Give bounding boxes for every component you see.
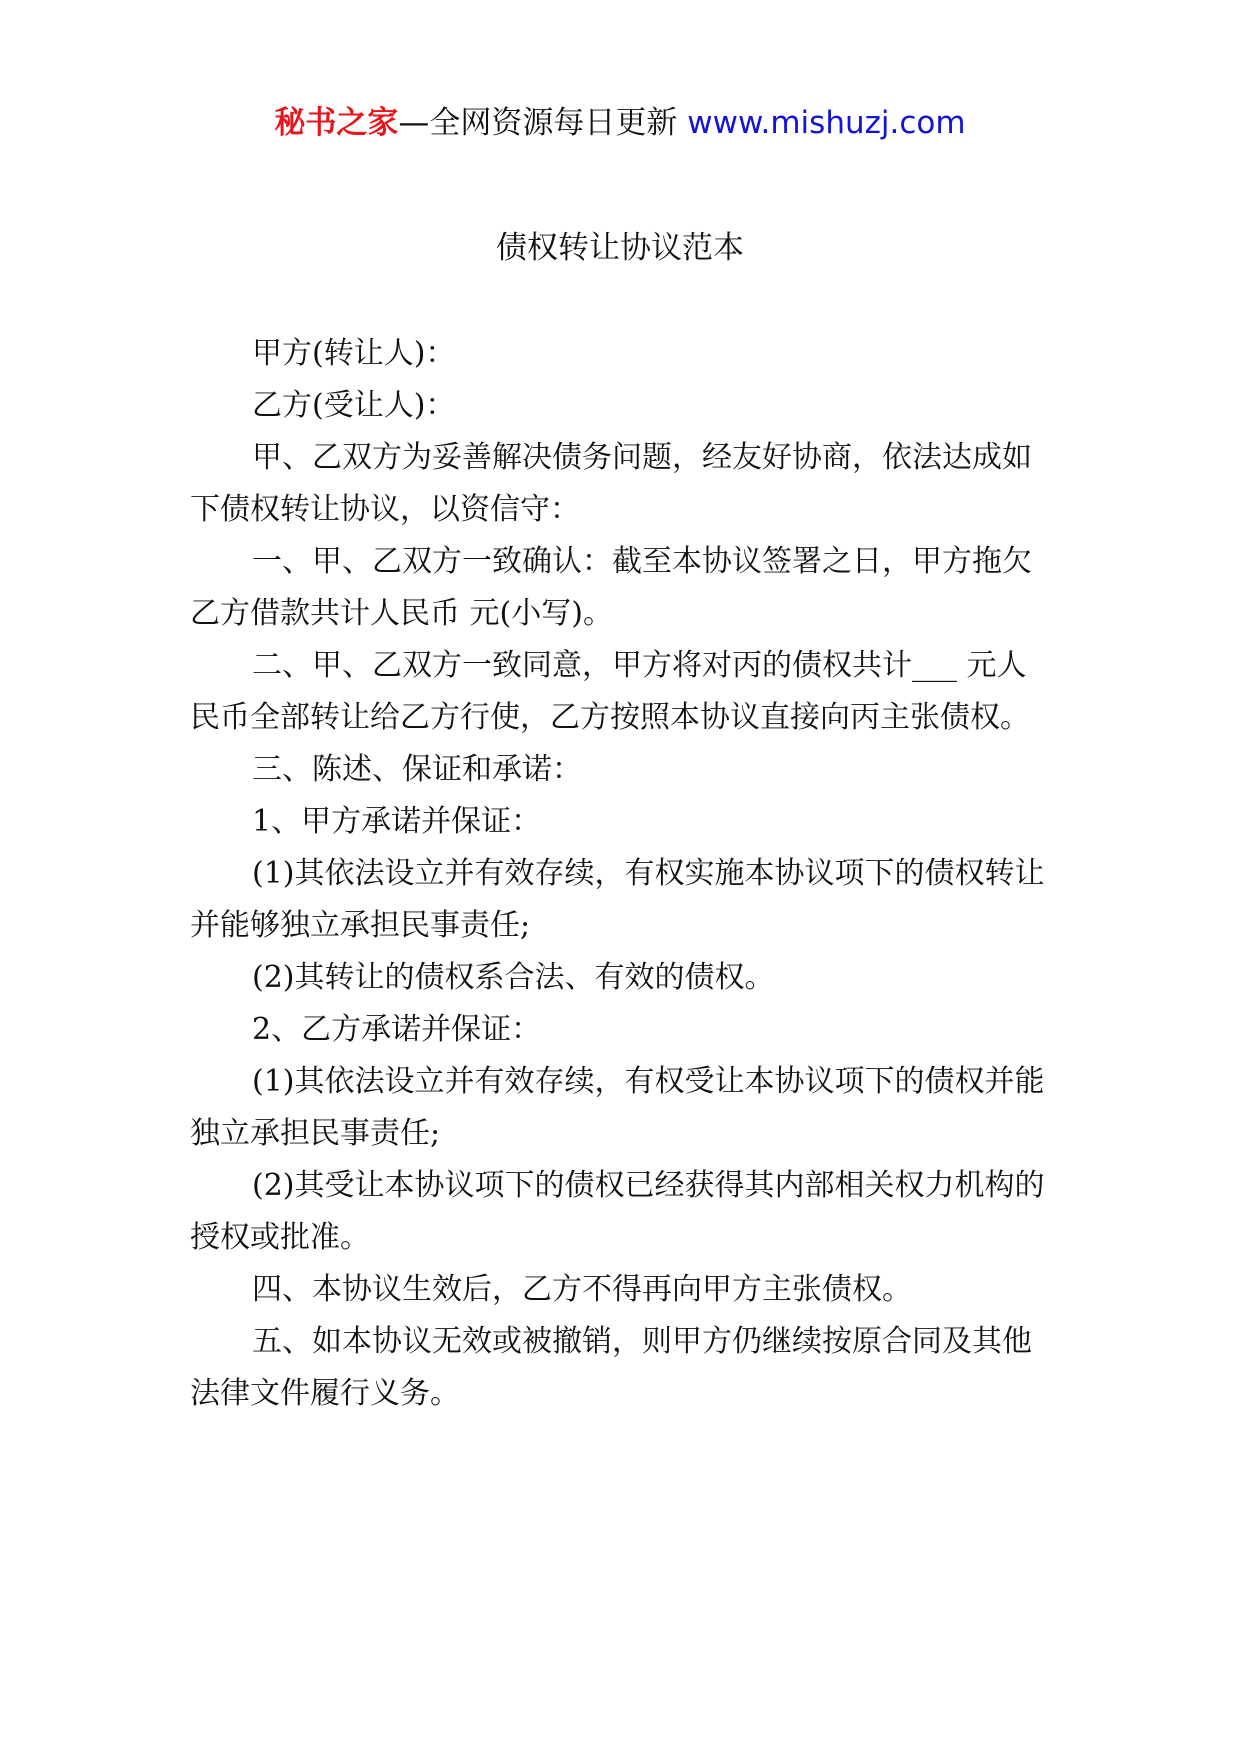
clause-5: 五、如本协议无效或被撤销，则甲方仍继续按原合同及其他法律文件履行义务。: [190, 1324, 1032, 1411]
site-url-link[interactable]: www.mishuzj.com: [687, 105, 966, 141]
clause-2: 二、甲、乙双方一致同意，甲方将对丙的债权共计___ 元人民币全部转让给乙方行使，乙方按照本协议直接向丙主张债权。: [190, 648, 1030, 735]
party-a-line: 甲方(转让人)：: [252, 336, 456, 371]
clause-4: 四、本协议生效后，乙方不得再向甲方主张债权。: [252, 1272, 912, 1307]
clause-3-2-item-2: (2)其受让本协议项下的债权已经获得其内部相关权力机构的授权或批准。: [190, 1168, 1045, 1255]
clause-3-2-heading: 2、乙方承诺并保证：: [252, 1012, 542, 1047]
site-brand: 秘书之家: [274, 105, 399, 141]
preamble-paragraph: 甲、乙双方为妥善解决债务问题，经友好协商，依法达成如下债权转让协议，以资信守：: [190, 440, 1032, 527]
document-title: 债权转让协议范本: [496, 230, 744, 266]
document-body: [190, 328, 1052, 1420]
site-header: [0, 100, 1240, 146]
clause-3-2-item-1: (1)其依法设立并有效存续，有权受让本协议项下的债权并能独立承担民事责任;: [190, 1064, 1045, 1151]
clause-3-1-item-2: (2)其转让的债权系合法、有效的债权。: [252, 960, 775, 995]
clause-1: 一、甲、乙双方一致确认：截至本协议签署之日，甲方拖欠乙方借款共计人民币 元(小写)。: [190, 544, 1032, 631]
clause-3-1-item-1: (1)其依法设立并有效存续，有权实施本协议项下的债权转让并能够独立承担民事责任;: [190, 856, 1045, 943]
clause-3-heading: 三、陈述、保证和承诺：: [252, 752, 582, 787]
clause-3-1-heading: 1、甲方承诺并保证：: [252, 804, 542, 839]
party-b-line: 乙方(受让人)：: [252, 388, 456, 423]
site-tagline: —全网资源每日更新: [398, 105, 678, 141]
